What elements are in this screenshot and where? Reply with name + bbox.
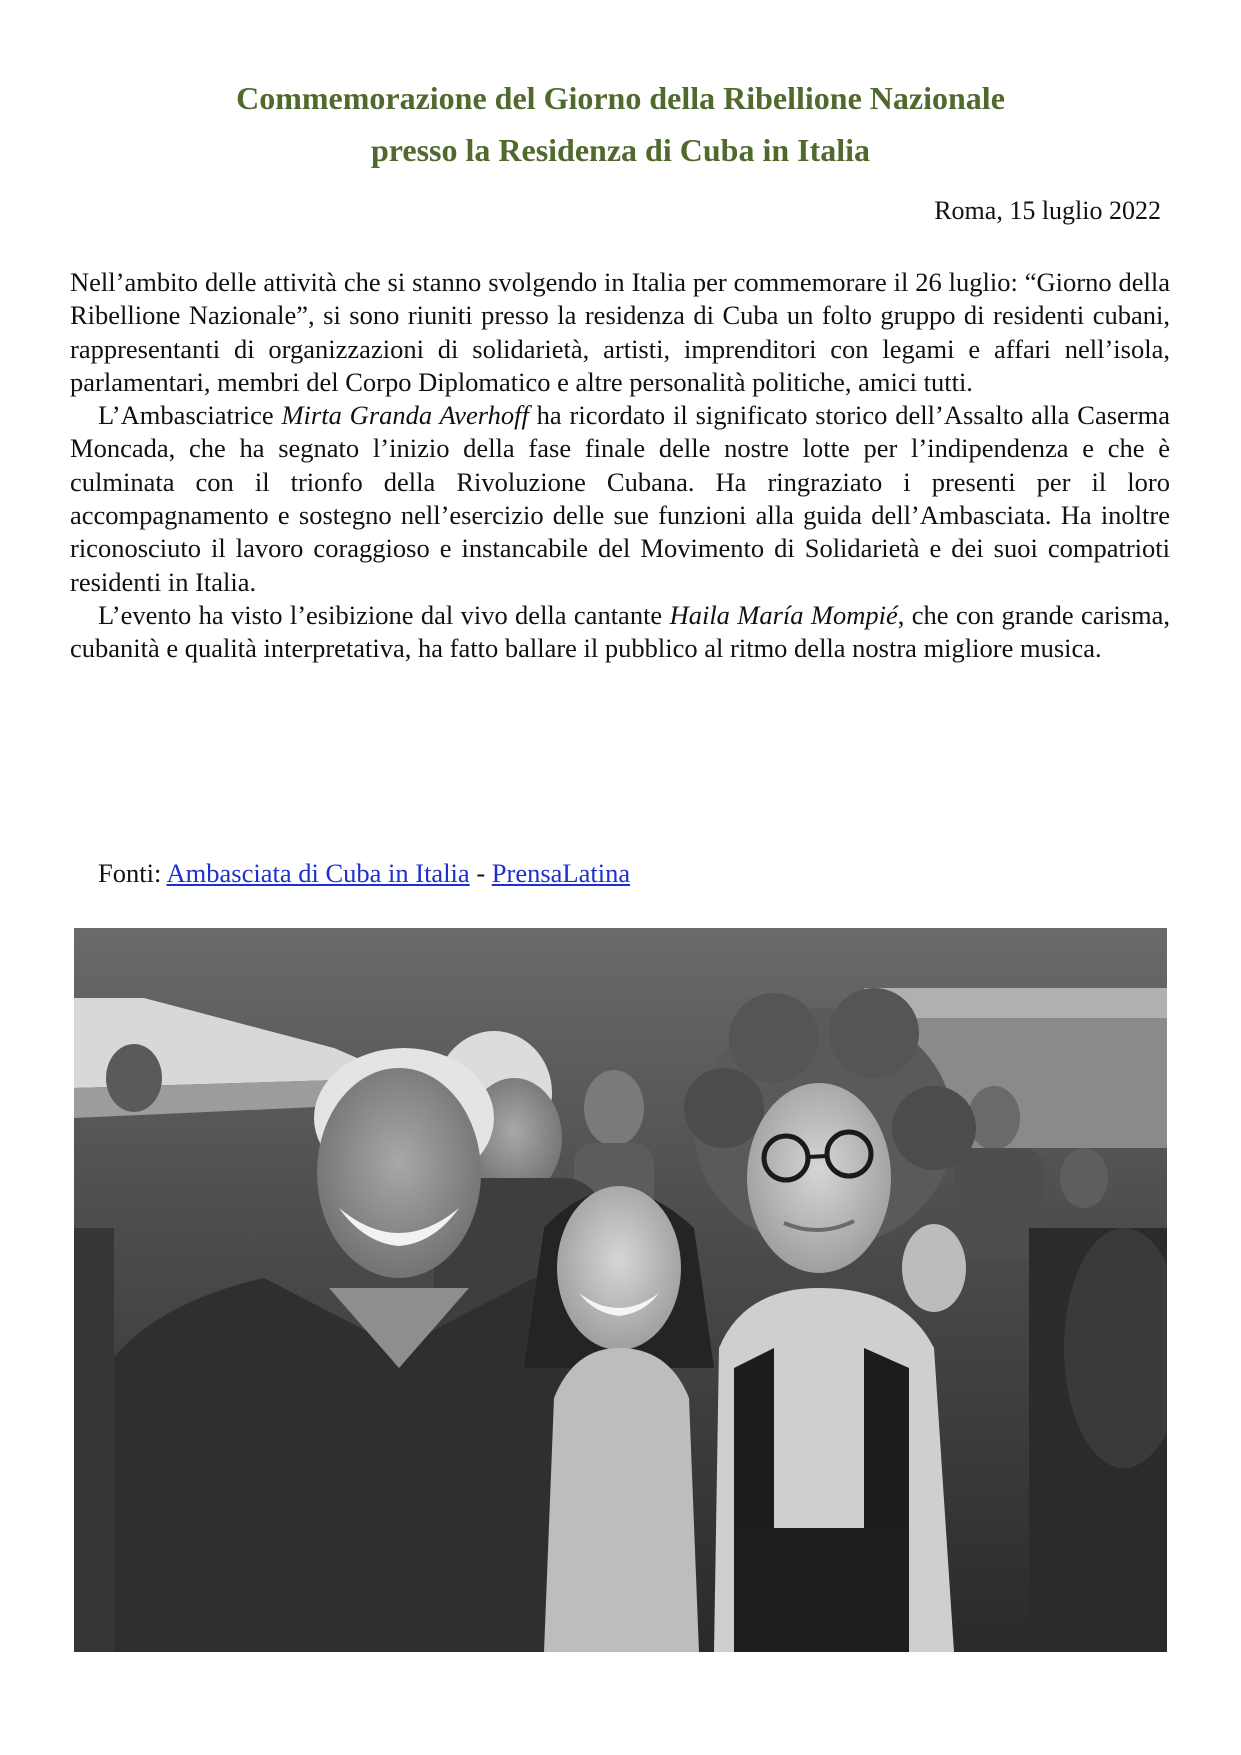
sources-label: Fonti: [98, 858, 167, 888]
paragraph-2-start: L’Ambasciatrice [98, 400, 282, 431]
source-link-embassy[interactable]: Ambasciata di Cuba in Italia [166, 858, 470, 888]
document-date: Roma, 15 luglio 2022 [934, 196, 1161, 225]
sources-separator: - [469, 858, 492, 888]
source-link-prensalatina[interactable]: PrensaLatina [491, 858, 631, 888]
title-line-1: Commemorazione del Giorno della Ribellione Nazionale [236, 80, 1005, 116]
paragraph-3 [70, 599, 1170, 666]
document-title [60, 72, 1181, 176]
event-photo [74, 928, 1167, 1652]
title-line-2: presso la Residenza di Cuba in Italia [370, 132, 871, 168]
singer-name: Haila María Mompié [669, 599, 898, 630]
paragraph-1: Nell’ambito delle attività che si stanno svolgendo in Italia per commemorare il 26 luglio: “Giorno della Ribellione Nazionale”, si sono riuniti presso la residenza di Cuba un folto gruppo di residenti cubani, rappresentanti di organizzazioni di solidarietà, artisti, imprenditori con legami e affari nell’isola, parlamentari, membri del Corpo Diplomatico e altre personalità politiche, amici tutti. [70, 267, 1170, 397]
sources-line [98, 856, 630, 890]
paragraph-2-rest: ha ricordato il significato storico dell’Assalto alla Caserma Moncada, che ha segnato l’inizio della fase finale delle nostre lotte per l’indipendenza e che è culminata con il trionfo della Rivoluzione Cubana. Ha ringraziato i presenti per il loro accompagnamento e sostegno nell’esercizio delle sue funzioni alla guida dell’Ambasciata. Ha inoltre riconosciuto il lavoro coraggioso e instancabile del Movimento di Solidarietà e dei suoi compatrioti residenti in Italia. [70, 400, 1170, 597]
paragraph-2 [70, 399, 1170, 599]
paragraph-3-start: L’evento ha visto l’esibizione dal vivo della cantante [98, 599, 670, 630]
paragraph-3-rest: , che con grande carisma, cubanità e qualità interpretativa, ha fatto ballare il pubblico al ritmo della nostra migliore musica. [70, 599, 1170, 664]
article-body [70, 266, 1170, 666]
event-photo-illustration [74, 928, 1167, 1652]
ambassador-name: Mirta Granda Averhoff [281, 400, 529, 431]
